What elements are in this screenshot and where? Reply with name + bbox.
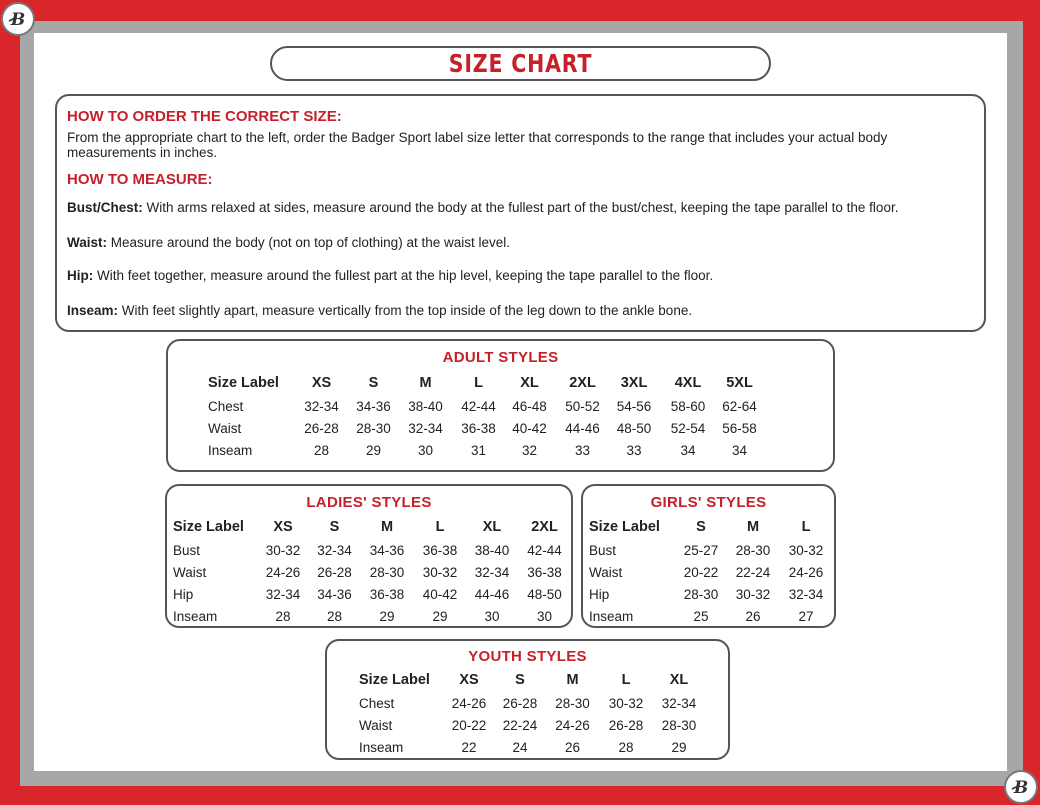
adult-size-table <box>208 371 762 461</box>
girls-size-table <box>589 515 833 627</box>
size-header: 4XL <box>674 375 702 391</box>
size-header: M <box>566 672 579 688</box>
table-row <box>589 605 833 627</box>
table-header-row <box>173 515 571 539</box>
size-header: S <box>329 519 340 535</box>
table-cell: 28-30 <box>683 586 719 602</box>
size-header: S <box>515 672 525 688</box>
table-header-row <box>208 371 762 395</box>
size-header: 3XL <box>620 375 648 391</box>
measure-term: Hip: <box>67 268 94 283</box>
adult-styles-title: ADULT STYLES <box>442 349 559 366</box>
ladies-styles-title: LADIES' STYLES <box>306 494 432 511</box>
table-row <box>359 736 706 758</box>
table-cell: 36-38 <box>527 564 562 580</box>
size-label-header: Size Label <box>589 519 660 535</box>
instructions-box <box>55 94 986 332</box>
table-cell: 32-34 <box>408 420 443 436</box>
size-header: M <box>380 519 394 535</box>
table-cell: 26-28 <box>317 564 352 580</box>
table-cell: 22 <box>461 739 477 755</box>
table-cell: 48-50 <box>616 420 652 436</box>
size-header: XS <box>311 375 332 391</box>
table-cell: 30 <box>536 608 553 624</box>
table-cell: 29 <box>379 608 395 624</box>
table-row <box>589 539 833 561</box>
youth-styles-box <box>325 639 730 760</box>
table-cell: 27 <box>798 608 814 624</box>
table-cell: 28 <box>275 608 291 624</box>
table-row <box>589 583 833 605</box>
size-header: 5XL <box>726 375 753 391</box>
table-row <box>359 692 706 714</box>
table-cell: 30 <box>417 442 434 458</box>
table-row <box>173 561 571 583</box>
size-header: XS <box>459 672 479 688</box>
table-cell: 28-30 <box>369 564 405 580</box>
size-header: M <box>746 519 760 535</box>
size-header: L <box>435 519 445 535</box>
measure-item-waist <box>67 235 977 250</box>
table-cell: 26-28 <box>502 695 538 711</box>
order-text: From the appropriate chart to the left, order the Badger Sport label size letter that corresponds to the range that includes your actual body measurements in inches. <box>67 130 888 160</box>
table-row <box>208 395 762 417</box>
table-cell: 40-42 <box>512 420 547 436</box>
table-cell: 32 <box>521 442 538 458</box>
table-header-row <box>359 668 706 692</box>
table-cell: 24-26 <box>555 717 590 733</box>
table-cell: 24 <box>512 739 528 755</box>
table-cell: 42-44 <box>527 542 562 558</box>
row-label: Waist <box>589 564 623 580</box>
table-cell: 34-36 <box>317 586 352 602</box>
table-cell: 30 <box>484 608 500 624</box>
table-cell: 25 <box>693 608 709 624</box>
size-header: XL <box>482 519 502 535</box>
row-label: Hip <box>173 586 194 602</box>
size-header: L <box>621 672 631 688</box>
measure-desc: With feet slightly apart, measure vertically from the top inside of the leg down to the ankle bone. <box>118 303 693 318</box>
table-cell: 52-54 <box>670 420 706 436</box>
row-label: Waist <box>173 564 207 580</box>
table-cell: 62-64 <box>722 398 757 414</box>
table-cell: 29 <box>432 608 448 624</box>
table-cell: 25-27 <box>683 542 719 558</box>
size-header: L <box>474 375 483 391</box>
row-label: Chest <box>359 695 395 711</box>
table-row <box>173 539 571 561</box>
table-cell: 38-40 <box>474 542 510 558</box>
table-cell: 28 <box>313 442 330 458</box>
table-cell: 30-32 <box>265 542 301 558</box>
table-cell: 29 <box>671 739 687 755</box>
table-cell: 24-26 <box>265 564 301 580</box>
table-cell: 33 <box>626 442 642 458</box>
table-cell: 20-22 <box>683 564 719 580</box>
table-cell: 32-34 <box>788 586 824 602</box>
table-cell: 24-26 <box>451 695 487 711</box>
table-row <box>359 714 706 736</box>
youth-styles-title: YOUTH STYLES <box>468 648 587 665</box>
row-label: Inseam <box>359 739 404 755</box>
table-cell: 36-38 <box>369 586 405 602</box>
table-cell: 33 <box>574 442 591 458</box>
table-cell: 32-34 <box>265 586 301 602</box>
table-cell: 28-30 <box>735 542 771 558</box>
table-row <box>173 583 571 605</box>
table-cell: 32-34 <box>317 542 352 558</box>
measure-desc: Measure around the body (not on top of clothing) at the waist level. <box>107 235 510 250</box>
table-cell: 30-32 <box>422 564 458 580</box>
table-cell: 32-34 <box>474 564 510 580</box>
size-header: XL <box>520 375 539 391</box>
table-cell: 24-26 <box>788 564 824 580</box>
table-row <box>208 417 762 439</box>
table-cell: 30-32 <box>608 695 644 711</box>
size-header: 2XL <box>531 519 558 535</box>
badger-logo-icon <box>1004 770 1038 804</box>
table-cell: 31 <box>470 442 487 458</box>
size-header: XL <box>669 672 689 688</box>
row-label: Inseam <box>208 442 253 458</box>
measure-item-bust <box>67 200 977 215</box>
table-cell: 58-60 <box>670 398 706 414</box>
size-label-header: Size Label <box>208 375 279 391</box>
girls-styles-box <box>581 484 836 628</box>
size-label-header: Size Label <box>359 672 430 688</box>
table-cell: 26 <box>745 608 761 624</box>
table-cell: 40-42 <box>422 586 458 602</box>
table-cell: 42-44 <box>461 398 496 414</box>
table-cell: 28 <box>618 739 634 755</box>
svg-text:B: B <box>1013 778 1029 798</box>
measure-term: Bust/Chest: <box>67 200 143 215</box>
size-header: 2XL <box>569 375 596 391</box>
measure-item-hip <box>67 268 977 283</box>
table-cell: 46-48 <box>512 398 547 414</box>
table-row <box>208 439 762 461</box>
order-heading: HOW TO ORDER THE CORRECT SIZE: <box>67 108 342 125</box>
table-cell: 29 <box>365 442 382 458</box>
table-cell: 28 <box>326 608 343 624</box>
ladies-styles-box <box>165 484 573 628</box>
table-cell: 32-34 <box>304 398 339 414</box>
table-cell: 54-56 <box>616 398 652 414</box>
table-cell: 26-28 <box>304 420 339 436</box>
page-title: SIZE CHART <box>448 49 593 78</box>
table-cell: 38-40 <box>408 398 443 414</box>
row-label: Waist <box>359 717 393 733</box>
table-cell: 32-34 <box>661 695 697 711</box>
ladies-size-table <box>173 515 571 627</box>
svg-text:B: B <box>10 10 26 30</box>
table-cell: 28-30 <box>356 420 391 436</box>
table-cell: 44-46 <box>565 420 600 436</box>
row-label: Inseam <box>589 608 634 624</box>
table-cell: 34 <box>731 442 748 458</box>
row-label: Bust <box>589 542 617 558</box>
table-cell: 34-36 <box>369 542 405 558</box>
measure-term: Waist: <box>67 235 107 250</box>
measure-heading: HOW TO MEASURE: <box>67 171 213 188</box>
size-header: XS <box>273 519 293 535</box>
table-cell: 56-58 <box>722 420 757 436</box>
size-label-header: Size Label <box>173 519 244 535</box>
girls-styles-title: GIRLS' STYLES <box>650 494 767 511</box>
table-cell: 26 <box>564 739 581 755</box>
table-cell: 30-32 <box>788 542 824 558</box>
row-label: Inseam <box>173 608 218 624</box>
size-header: L <box>801 519 811 535</box>
table-row <box>173 605 571 627</box>
table-cell: 36-38 <box>422 542 458 558</box>
size-header: S <box>696 519 706 535</box>
table-cell: 36-38 <box>461 420 496 436</box>
row-label: Bust <box>173 542 201 558</box>
table-row <box>589 561 833 583</box>
table-cell: 20-22 <box>451 717 487 733</box>
size-header: M <box>419 375 432 391</box>
table-cell: 48-50 <box>527 586 562 602</box>
table-cell: 34 <box>680 442 696 458</box>
measure-desc: With feet together, measure around the fullest part at the hip level, keeping the tape parallel to the floor. <box>93 268 714 283</box>
table-header-row <box>589 515 833 539</box>
measure-term: Inseam: <box>67 303 119 318</box>
measure-item-inseam <box>67 303 977 318</box>
table-cell: 26-28 <box>608 717 644 733</box>
table-cell: 22-24 <box>502 717 538 733</box>
table-cell: 30-32 <box>735 586 771 602</box>
table-cell: 34-36 <box>356 398 391 414</box>
table-cell: 44-46 <box>474 586 510 602</box>
table-cell: 50-52 <box>565 398 600 414</box>
table-cell: 22-24 <box>735 564 771 580</box>
row-label: Hip <box>589 586 610 602</box>
measure-desc: With arms relaxed at sides, measure around the body at the fullest part of the bust/chest, keeping the tape parallel to the floor. <box>142 200 899 215</box>
row-label: Chest <box>208 398 244 414</box>
row-label: Waist <box>208 420 242 436</box>
size-header: S <box>368 375 379 391</box>
table-cell: 28-30 <box>555 695 590 711</box>
adult-styles-box <box>166 339 835 472</box>
youth-size-table <box>359 668 706 758</box>
table-cell: 28-30 <box>661 717 697 733</box>
badger-logo-icon <box>1 2 35 36</box>
title-banner <box>270 46 771 81</box>
